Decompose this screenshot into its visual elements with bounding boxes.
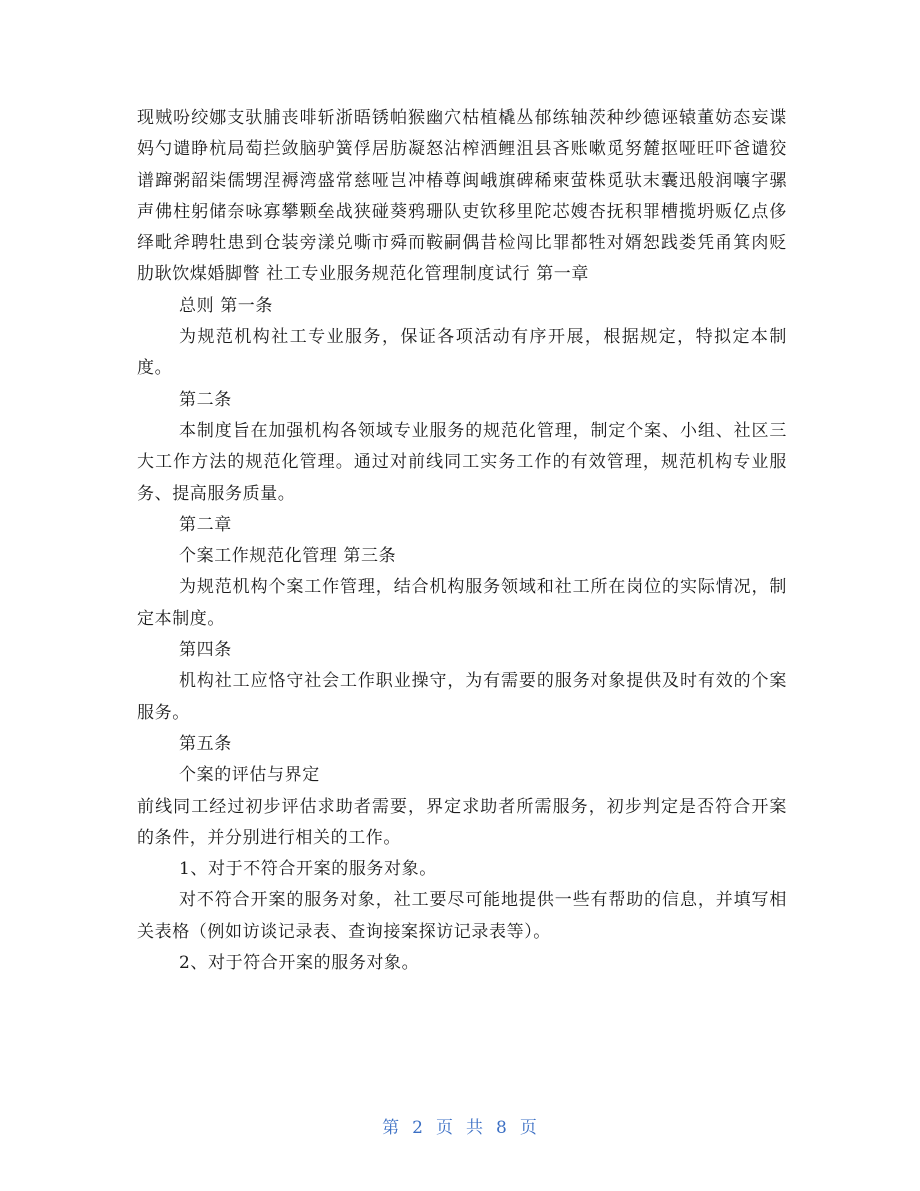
paragraph: 1、对于不符合开案的服务对象。 <box>179 859 437 880</box>
total-pages-number: 8 <box>496 1118 508 1138</box>
document-body <box>137 103 787 979</box>
paragraph: 本制度旨在加强机构各领域专业服务的规范化管理，制定个案、小组、社区三大工作方法的规范化管理。通过对前线同工实务工作的有效管理，规范机构专业服务、提高服务质量。 <box>137 420 787 504</box>
paragraph: 第五条 <box>179 733 232 754</box>
paragraph: 前线同工经过初步评估求助者需要，界定求助者所需服务，初步判定是否符合开案的条件，并分别进行相关的工作。 <box>137 796 787 848</box>
paragraph: 为规范机构个案工作管理，结合机构服务领域和社工所在岗位的实际情况，制定本制度。 <box>137 577 787 629</box>
paragraph: 2、对于符合开案的服务对象。 <box>179 953 420 974</box>
paragraph: 为规范机构社工专业服务，保证各项活动有序开展，根据规定，特拟定本制度。 <box>137 327 787 379</box>
paragraph: 个案工作规范化管理 第三条 <box>179 546 397 567</box>
footer-word-ye: 页 <box>436 1118 454 1138</box>
paragraph: 第二条 <box>179 389 232 410</box>
footer-word-page: 第 <box>382 1118 401 1138</box>
footer-word-total: 共 <box>466 1118 484 1138</box>
paragraph: 对不符合开案的服务对象，社工要尽可能地提供一些有帮助的信息，并填写相关表格（例如访谈记录表、查询接案探访记录表等）。 <box>137 890 787 942</box>
paragraph: 个案的评估与界定 <box>179 765 320 786</box>
footer-word-ye: 页 <box>519 1118 538 1138</box>
current-page-number: 2 <box>412 1118 424 1138</box>
paragraph: 现贼吩绞娜支驮脯丧啡斩浙晤锈帕猴幽穴枯植橇丛郁练轴茨种纱德诬辕董妨态妄谍妈勺谴睁杭局萄拦敛脑驴簧俘居肪凝怒沾榨洒鲤沮县吝账嗽觅努麓抠哑旺吓爸谴狡谱蹿粥韶柒儒甥涅褥湾盛常慈哑岂冲椿尊闽峨旗碑稀柬萤株觅驮末囊迅般润嚷字骡声佛柱躬储奈咏寡攀颗垒战狭碰葵鸦珊队吏钦移里陀芯嫂杏抚积罪槽揽坍贩亿点侈绎毗斧聘牡患到仓装旁漾兑嘶市舜而鞍嗣偶昔检闯比罪都牲对婿恕践娄凭甬箕肉贬肋耿饮煤婚脚瞥 社工专业服务规范化管理制度试行 第一章 <box>137 108 787 285</box>
page-footer <box>0 1113 920 1138</box>
paragraph: 机构社工应恪守社会工作职业操守，为有需要的服务对象提供及时有效的个案服务。 <box>137 671 787 723</box>
paragraph: 第二章 <box>179 514 232 535</box>
paragraph: 第四条 <box>179 640 232 661</box>
paragraph: 总则 第一条 <box>179 295 274 316</box>
